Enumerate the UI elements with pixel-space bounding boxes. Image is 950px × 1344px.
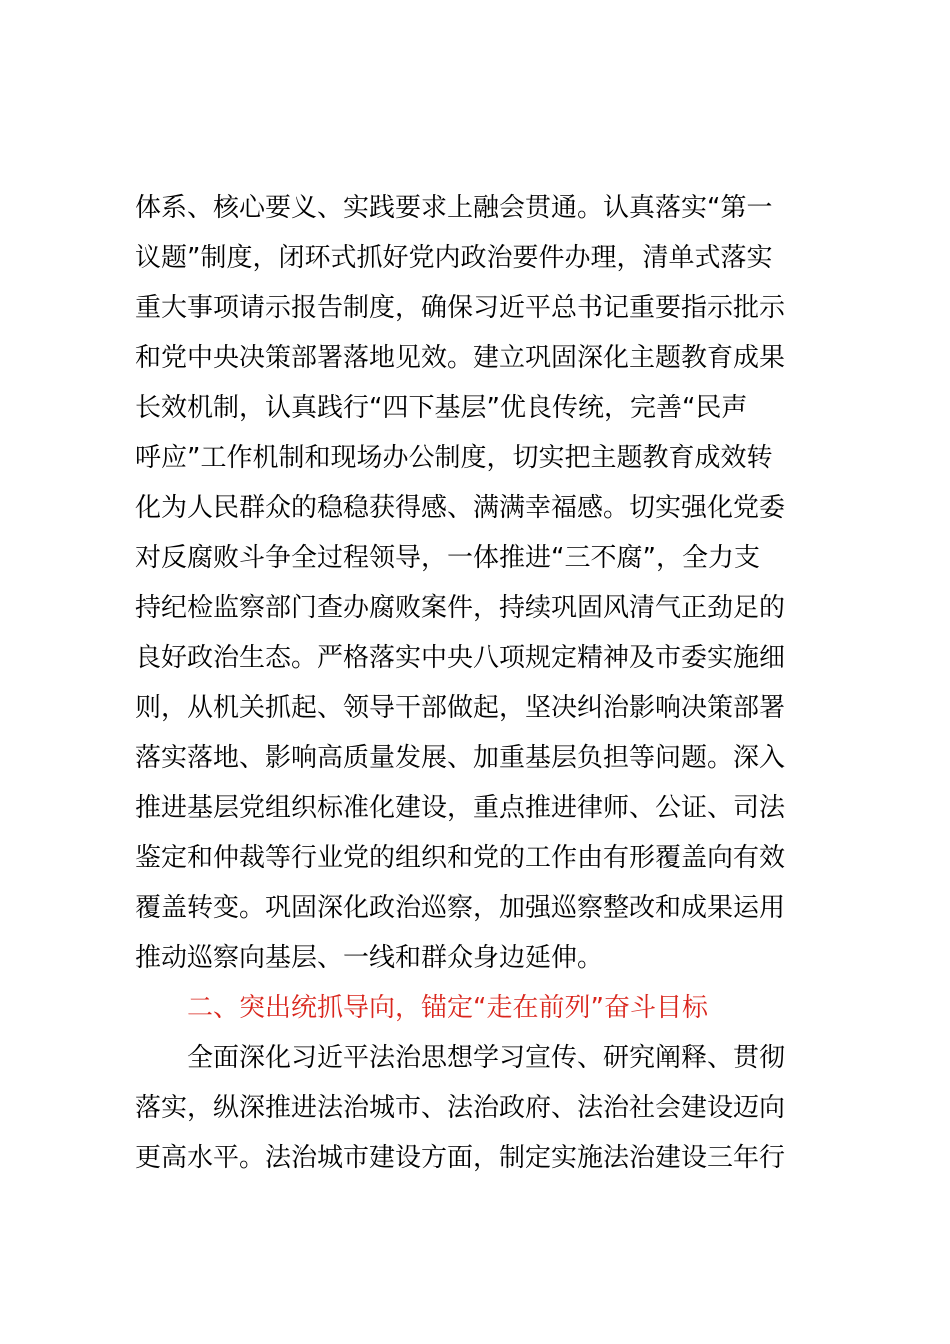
paragraph-line: 化为人民群众的稳稳获得感、满满幸福感。切实强化党委 (135, 493, 786, 523)
paragraph-line: 覆盖转变。巩固深化政治巡察，加强巡察整改和成果运用 (135, 893, 786, 923)
document-body (135, 183, 835, 1183)
paragraph-line: 良好政治生态。严格落实中央八项规定精神及市委实施细 (135, 643, 786, 673)
paragraph-line: 则，从机关抓起、领导干部做起，坚决纠治影响决策部署 (135, 693, 786, 723)
paragraph-line: 长效机制，认真践行“四下基层”优良传统，完善“民声 (135, 393, 748, 423)
paragraph-line: 全面深化习近平法治思想学习宣传、研究阐释、贯彻 (187, 1043, 786, 1073)
section-heading: 二、突出统抓导向，锚定“走在前列”奋斗目标 (187, 993, 708, 1023)
paragraph-line: 落实落地、影响高质量发展、加重基层负担等问题。深入 (135, 743, 786, 773)
paragraph-line: 体系、核心要义、实践要求上融会贯通。认真落实“第一 (135, 193, 773, 223)
paragraph-line: 议题”制度，闭环式抓好党内政治要件办理，清单式落实 (135, 243, 773, 273)
paragraph-line: 鉴定和仲裁等行业党的组织和党的工作由有形覆盖向有效 (135, 843, 786, 873)
paragraph-line: 持纪检监察部门查办腐败案件，持续巩固风清气正劲足的 (135, 593, 786, 623)
paragraph-line: 和党中央决策部署落地见效。建立巩固深化主题教育成果 (135, 343, 786, 373)
paragraph-line: 重大事项请示报告制度，确保习近平总书记重要指示批示 (135, 293, 786, 323)
paragraph-line: 更高水平。法治城市建设方面，制定实施法治建设三年行 (135, 1143, 786, 1173)
paragraph-line: 对反腐败斗争全过程领导，一体推进“三不腐”，全力支 (135, 543, 760, 573)
paragraph-line: 推进基层党组织标准化建设，重点推进律师、公证、司法 (135, 793, 786, 823)
paragraph-line: 呼应”工作机制和现场办公制度，切实把主题教育成效转 (135, 443, 773, 473)
paragraph-line: 推动巡察向基层、一线和群众身边延伸。 (135, 943, 604, 973)
paragraph-line: 落实，纵深推进法治城市、法治政府、法治社会建设迈向 (135, 1093, 786, 1123)
